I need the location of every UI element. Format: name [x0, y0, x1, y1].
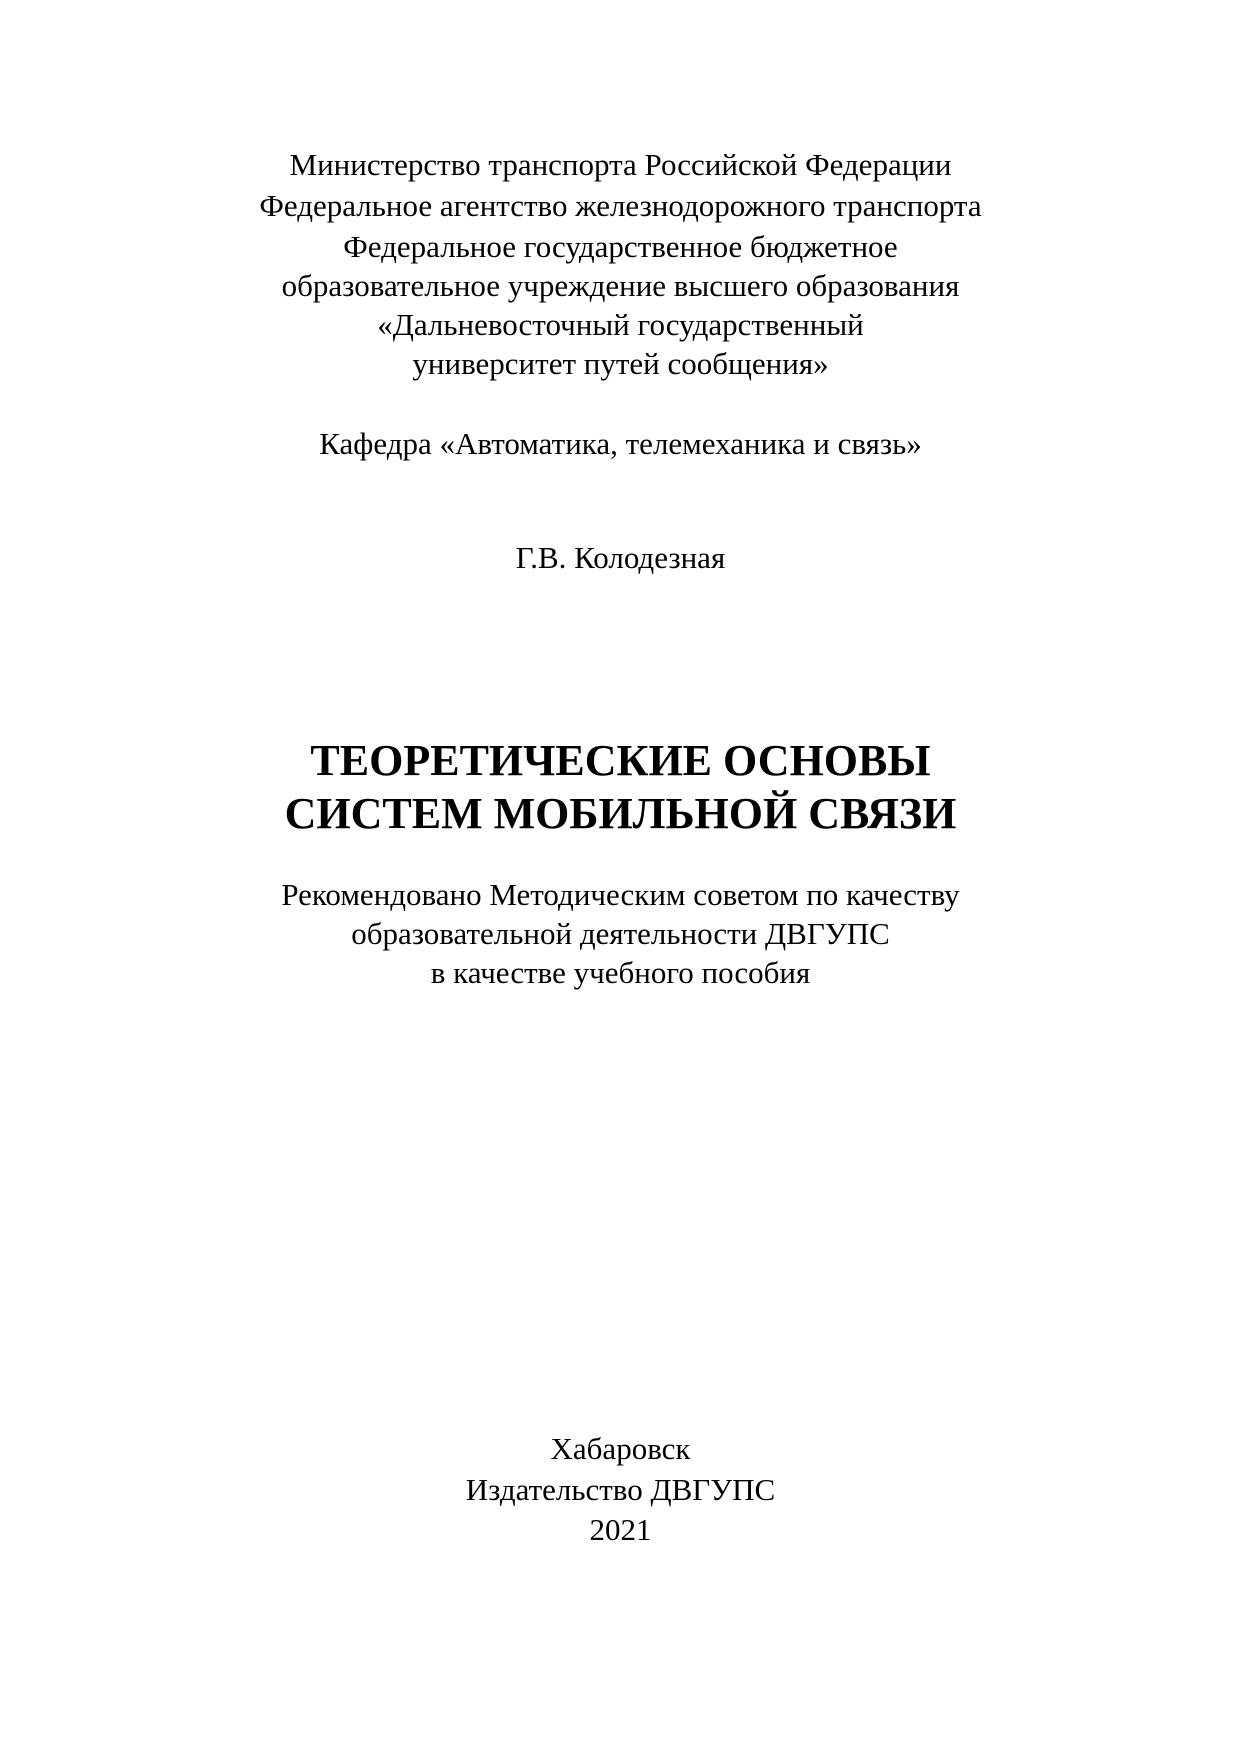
department: Кафедра «Автоматика, телемеханика и связь» — [319, 426, 922, 461]
book-title-line-1: ТЕОРЕТИЧЕСКИЕ ОСНОВЫ — [310, 736, 931, 785]
publisher: Издательство ДВГУПС — [465, 1472, 776, 1507]
agency-line: Федеральное агентство железнодорожного транспорта — [259, 188, 982, 223]
institution-type-line: Федеральное государственное бюджетное — [343, 229, 898, 264]
ministry-line: Министерство транспорта Российской Федерации — [289, 147, 952, 182]
institution-education-line: образовательное учреждение высшего образования — [281, 268, 960, 303]
year: 2021 — [589, 1512, 652, 1547]
author: Г.В. Колодезная — [515, 540, 726, 575]
recommendation-line-2: образовательной деятельности ДВГУПС — [351, 916, 890, 951]
recommendation-line-3: в качестве учебного пособия — [430, 955, 811, 990]
recommendation-line-1: Рекомендовано Методическим советом по качеству — [281, 877, 960, 912]
book-title-line-2: СИСТЕМ МОБИЛЬНОЙ СВЯЗИ — [284, 789, 957, 838]
university-name-line-1: «Дальневосточный государственный — [377, 307, 864, 342]
city: Хабаровск — [550, 1431, 691, 1466]
university-name-line-2: университет путей сообщения» — [412, 346, 829, 381]
